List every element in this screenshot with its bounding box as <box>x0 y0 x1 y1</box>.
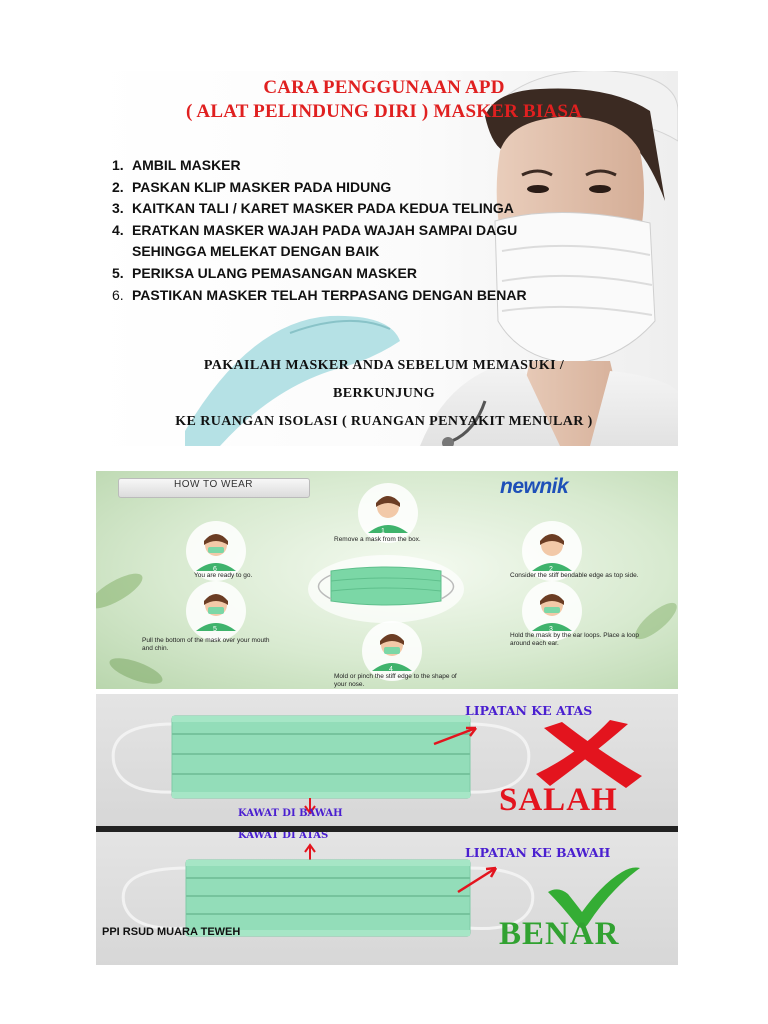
list-item: 5. PERIKSA ULANG PEMASANGAN MASKER <box>112 264 417 281</box>
warning-line-3: KE RUANGAN ISOLASI ( RUANGAN PENYAKIT MENULAR ) <box>175 414 593 429</box>
list-item: SEHINGGA MELEKAT DENGAN BAIK <box>132 243 380 260</box>
step-4-caption: Mold or pinch the stiff edge to the shape of your nose. <box>334 673 457 688</box>
wire-below-label: KAWAT DI BAWAH <box>238 808 343 819</box>
poster-title: CARA PENGGUNAAN APD <box>263 77 505 98</box>
step-1-figure <box>358 483 418 543</box>
svg-text:2: 2 <box>549 566 553 573</box>
svg-text:3: 3 <box>549 626 553 633</box>
warning-line-2: BERKUNJUNG <box>332 386 435 401</box>
step-3-caption: Hold the mask by the ear loops. Place a loop around each ear. <box>510 632 639 647</box>
step-2-caption: Consider the stiff bendable edge as top side. <box>510 572 639 579</box>
list-item: 3. KAITKAN TALI / KARET MASKER PADA KEDUA TELINGA <box>112 200 514 217</box>
how-to-wear-label: HOW TO WEAR <box>174 479 254 490</box>
wrong-wearing-panel <box>96 694 678 826</box>
how-to-wear-panel <box>96 471 678 689</box>
fold-down-label: LIPATAN KE BAWAH <box>465 845 611 860</box>
mask-usage-poster <box>90 71 678 446</box>
how-to-wear-illustration <box>96 471 678 689</box>
warning-line-1: PAKAILAH MASKER ANDA SEBELUM MEMASUKI / <box>203 358 565 373</box>
list-item: 1. AMBIL MASKER <box>112 157 241 173</box>
step-6-caption: You are ready to go. <box>194 572 253 579</box>
list-item: 6. PASTIKAN MASKER TELAH TERPASANG DENGAN BENAR <box>112 286 527 303</box>
svg-text:5: 5 <box>213 626 217 633</box>
svg-text:1: 1 <box>381 528 385 535</box>
fold-up-label: LIPATAN KE ATAS <box>465 703 593 718</box>
center-mask-icon <box>308 555 464 623</box>
svg-text:6: 6 <box>213 566 217 573</box>
list-item: 2. PASKAN KLIP MASKER PADA HIDUNG <box>112 178 392 195</box>
poster-subtitle: ( ALAT PELINDUNG DIRI ) MASKER BIASA <box>185 101 583 122</box>
steps-list <box>112 155 527 306</box>
wrong-x-icon <box>536 720 642 788</box>
svg-text:4: 4 <box>389 666 393 673</box>
step-5-figure <box>186 581 246 641</box>
step-1-caption: Remove a mask from the box. <box>334 536 421 543</box>
step-5-caption: Pull the bottom of the mask over your mouth and chin. <box>142 637 270 652</box>
hospital-footer: PPI RSUD MUARA TEWEH <box>102 926 241 938</box>
wrong-verdict: SALAH <box>499 782 618 818</box>
step-4-figure <box>362 621 422 681</box>
correct-wearing-panel <box>96 832 678 965</box>
correct-verdict: BENAR <box>499 916 620 952</box>
wire-above-label: KAWAT DI ATAS <box>238 832 329 841</box>
brand-logo: newnik <box>500 475 569 498</box>
list-item: 4. ERATKAN MASKER WAJAH PADA WAJAH SAMPAI DAGU <box>112 221 518 238</box>
